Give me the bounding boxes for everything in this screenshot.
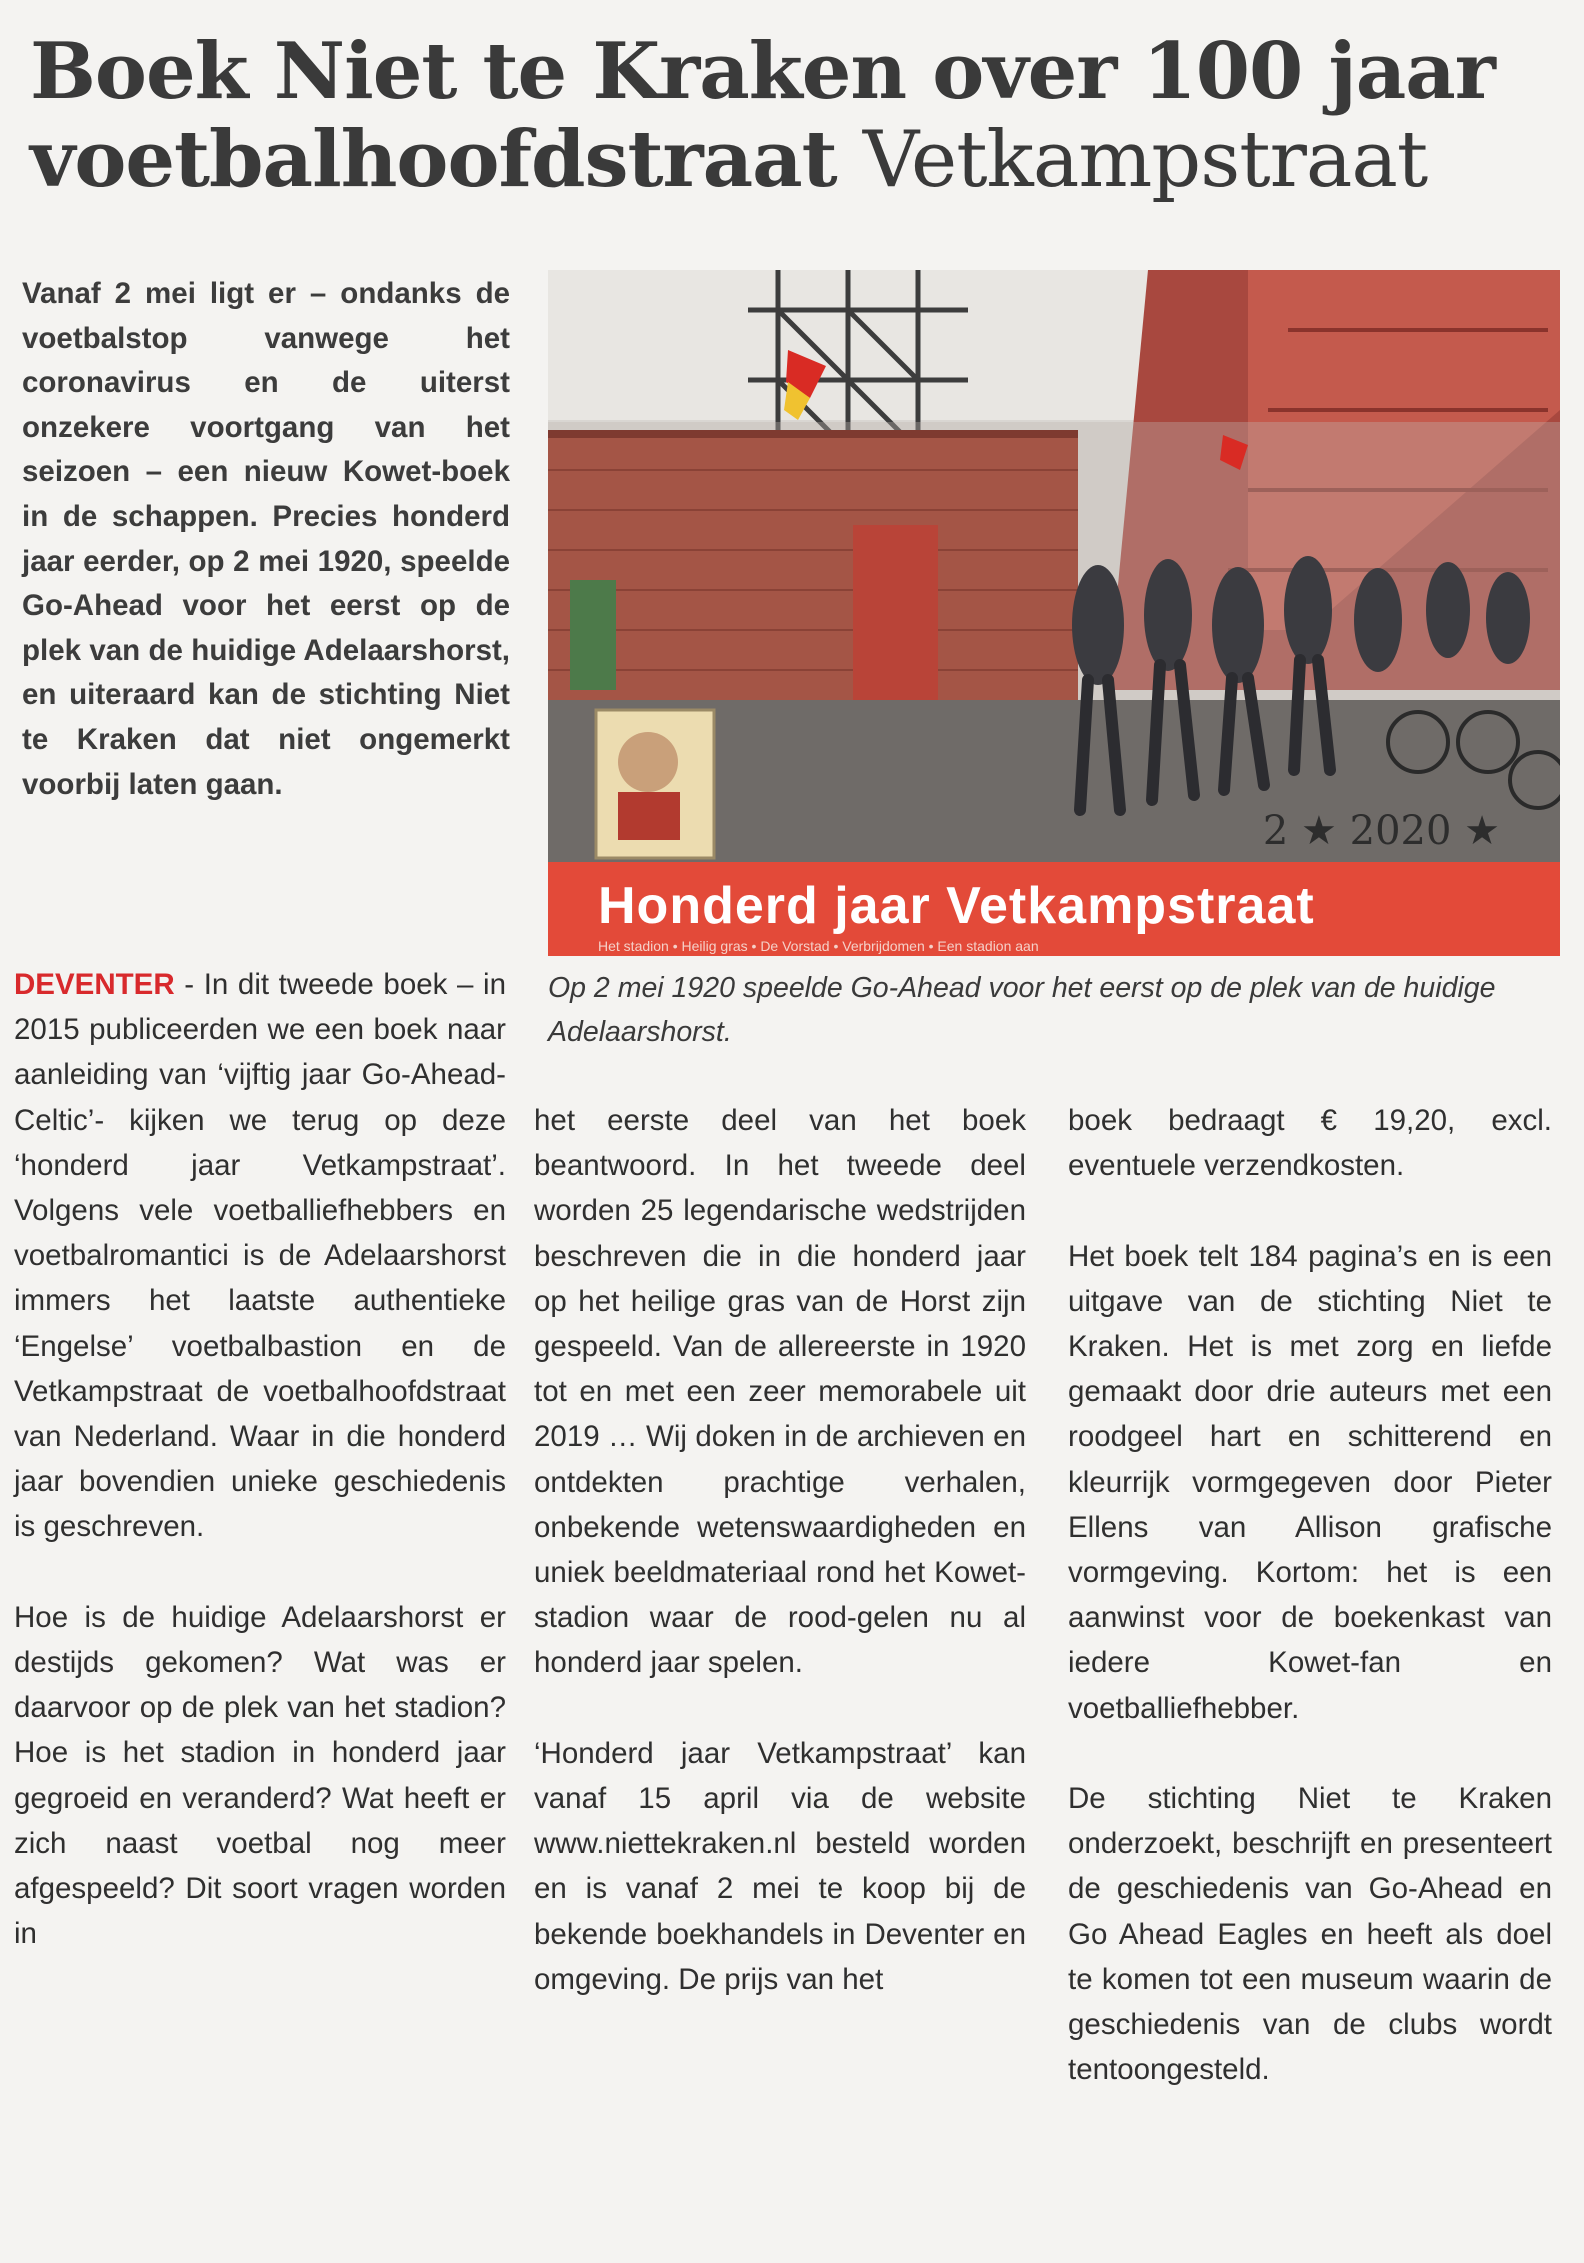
column-2-paragraph-2: ‘Honderd jaar Vetkampstraat’ kan vanaf 15 april via de website www.niettekraken.nl besteld worden en is vanaf 2 mei te koop bij de bekende boekhandels in Deventer en omgeving. De prijs van het: [534, 1736, 1026, 1996]
dateline: DEVENTER: [14, 968, 175, 1001]
column-1-paragraph-2: Hoe is de huidige Adelaarshorst er destijds gekomen? Wat was er daarvoor op de plek van het stadion? Hoe is het stadion in honderd jaar gegroeid en veranderd? Wat heeft er zich naast voetbal nog meer afgespeeld? Dit soort vragen worden in: [14, 1600, 506, 1951]
photo-banner: [548, 862, 1560, 956]
column-3-paragraph-3: De stichting Niet te Kraken onderzoekt, beschrijft en presenteert de geschiedenis van Go-Ahead en Go Ahead Eagles en heeft als doel te komen tot een museum waarin de geschiedenis van de clubs wordt tentoongesteld.: [1068, 1782, 1552, 2087]
column-3-paragraph-1: boek bedraagt € 19,20, excl. eventuele verzendkosten.: [1068, 1104, 1552, 1183]
column-1-paragraph-1: [14, 962, 506, 1550]
intro-paragraph: Vanaf 2 mei ligt er – ondanks de voetbalstop vanwege het coronavirus en de uiterst onzekere voortgang van het seizoen – een nieuw Kowet-boek in de schappen. Precies honderd jaar eerder, op 2 mei 1920, speelde Go-Ahead voor het eerst op de plek van de huidige Adelaarshorst, en uiteraard kan de stichting Niet te Kraken dat niet ongemerkt voorbij laten gaan.: [22, 277, 510, 801]
stamp-value-text: 2 ★ 2020 ★: [1262, 808, 1500, 854]
headline-light: Vetkampstraat: [862, 115, 1428, 206]
article-column-3: [1068, 1098, 1552, 2092]
column-3-paragraph-2: Het boek telt 184 pagina’s en is een uitgave van de stichting Niet te Kraken. Het is met zorg en liefde gemaakt door drie auteurs met een roodgeel hart en schitterend en kleurrijk vormgegeven door Pieter Ellens van Allison grafische vormgeving. Kortom: het is een aanwinst voor de boekenkast van iedere Kowet-fan en voetballiefhebber.: [1068, 1239, 1552, 1725]
photo-banner-subtitle: Het stadion • Heilig gras • De Vorstad • Verbrijdomen • Een stadion aan: [598, 938, 1039, 954]
headline-bold: Boek Niet te Kraken over 100 jaar voetbalhoofdstraat: [30, 26, 1495, 206]
article-column-1: [14, 962, 506, 1956]
photo-banner-title: Honderd jaar Vetkampstraat: [598, 877, 1315, 935]
headline: [30, 28, 1560, 204]
article-column-2: [534, 1098, 1026, 2002]
column-2-paragraph-1: het eerste deel van het boek beantwoord. In het tweede deel worden 25 legendarische wedstrijden beschreven die in die honderd jaar op het heilige gras van de Horst zijn gespeeld. Van de allereerste in 1920 tot en met een zeer memorabele uit 2019 … Wij doken in de archieven en ontdekten prachtige verhalen, onbekende wetenswaardigheden en uniek beeldmateriaal rond het Kowet-stadion waar de rood-gelen nu al honderd jaar spelen.: [534, 1104, 1026, 1680]
photo-caption: Op 2 mei 1920 speelde Go-Ahead voor het eerst op de plek van de huidige Adelaarshorst.: [548, 972, 1496, 1048]
stamp-photo: [548, 270, 1560, 956]
column-1-text-1: - In dit tweede boek – in 2015 publiceerden we een boek naar aanleiding van ‘vijftig jaar Go-Ahead-Celtic’- kijken we terug op deze ‘honderd jaar Vetkampstraat’. Volgens vele voetballiefhebbers en voetbalromantici is de Adelaarshorst immers het laatste authentieke ‘Engelse’ voetbalbastion en de Vetkampstraat de voetbalhoofdstraat van Nederland. Waar in die honderd jaar bovendien unieke geschiedenis is geschreven.: [14, 968, 506, 1544]
